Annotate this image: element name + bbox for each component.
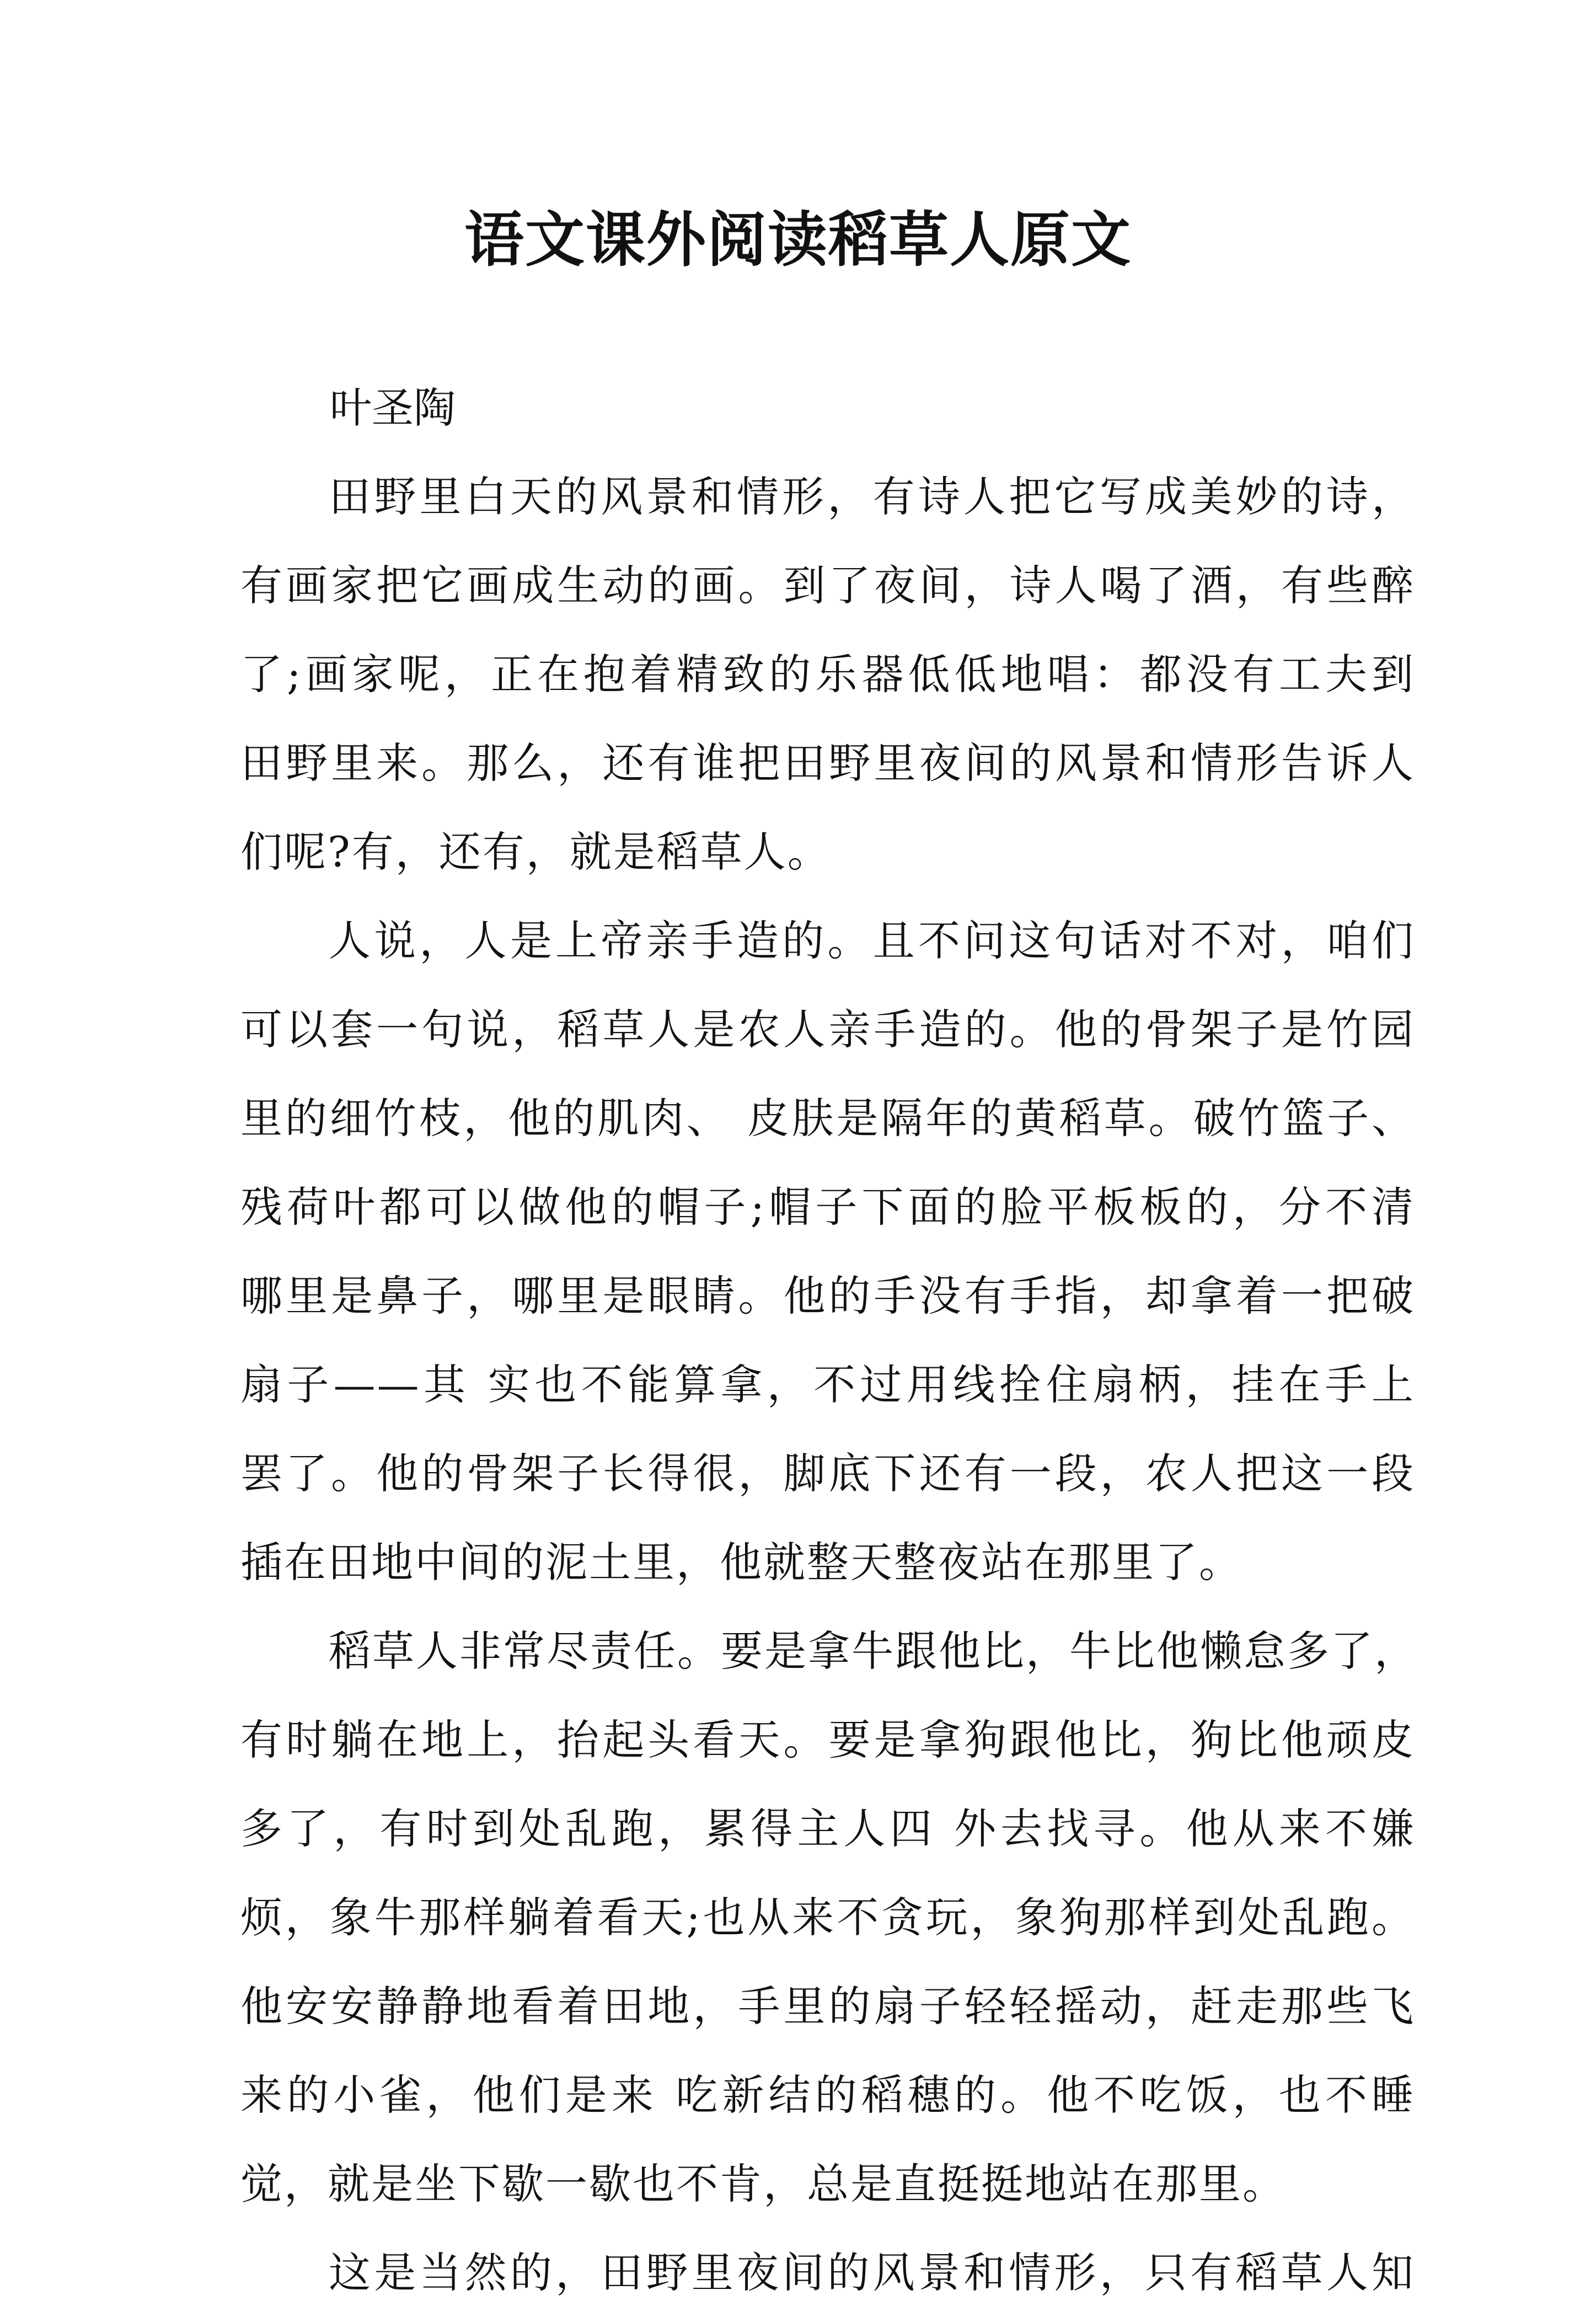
text-line: 插在田地中间的泥土里，他就整天整夜站在那里了。 — [240, 1538, 1242, 1587]
text-line: 有画家把它画成生动的画。到了夜间，诗人喝了酒，有些醉 — [240, 561, 1415, 610]
author-name: 叶圣陶 — [330, 383, 456, 432]
text-line: 哪里是鼻子，哪里是眼睛。他的手没有手指，却拿着一把破 — [240, 1271, 1415, 1320]
text-line: 他安安静静地看着田地，手里的扇子轻轻摇动，赶走那些飞 — [240, 1982, 1415, 2031]
text-line: 田野里白天的风景和情形，有诗人把它写成美妙的诗， — [329, 472, 1415, 521]
text-line: 觉，就是坐下歇一歇也不肯，总是直挺挺地站在那里。 — [240, 2159, 1286, 2208]
text-line: 们呢?有，还有，就是稻草人。 — [240, 827, 831, 876]
text-line: 了;画家呢，正在抱着精致的乐器低低地唱：都没有工夫到 — [240, 650, 1415, 699]
text-line: 这是当然的，田野里夜间的风景和情形，只有稻草人知 — [329, 2248, 1415, 2297]
text-line: 残荷叶都可以做他的帽子;帽子下面的脸平板板的，分不清 — [240, 1182, 1415, 1232]
text-line: 田野里来。那么，还有谁把田野里夜间的风景和情形告诉人 — [240, 739, 1415, 788]
text-line: 里的细竹枝，他的肌肉、 皮肤是隔年的黄稻草。破竹篮子、 — [240, 1094, 1415, 1143]
text-line: 人说，人是上帝亲手造的。且不问这句话对不对，咱们 — [329, 916, 1415, 965]
text-line: 稻草人非常尽责任。要是拿牛跟他比，牛比他懒怠多了， — [329, 1626, 1418, 1676]
text-line: 可以套一句说，稻草人是农人亲手造的。他的骨架子是竹园 — [240, 1005, 1415, 1054]
text-line: 扇子——其 实也不能算拿，不过用线拴住扇柄，挂在手上 — [240, 1360, 1415, 1409]
document-body — [240, 452, 1418, 2317]
text-line: 有时躺在地上，抬起头看天。要是拿狗跟他比，狗比他顽皮 — [240, 1715, 1415, 1764]
text-line: 烦，象牛那样躺着看天;也从来不贪玩，象狗那样到处乱跑。 — [240, 1893, 1415, 1942]
text-line: 多了，有时到处乱跑，累得主人四 外去找寻。他从来不嫌 — [240, 1804, 1415, 1853]
document-title: 语文课外阅读稻草人原文 — [464, 205, 1132, 275]
text-line: 罢了。他的骨架子长得很，脚底下还有一段，农人把这一段 — [240, 1449, 1415, 1498]
text-line: 来的小雀，他们是来 吃新结的稻穗的。他不吃饭，也不睡 — [240, 2070, 1415, 2120]
